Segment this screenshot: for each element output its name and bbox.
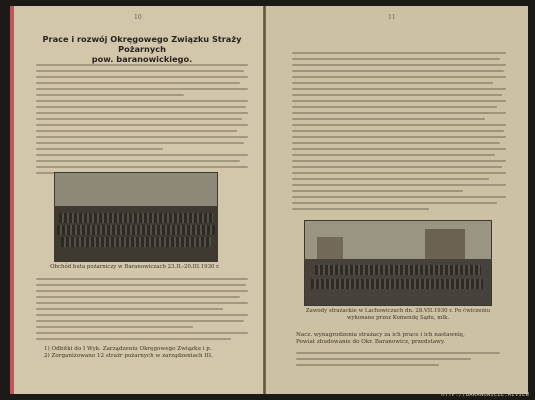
left-text-block-1: [36, 64, 248, 178]
right-text-block-1: [292, 52, 506, 214]
right-photo-caption: Zawody strażackie w Lachowiczach dn. 28.VII.1930 r. Po ćwiczeniu wykonane przez Komendę Sądu, mlk.: [305, 308, 491, 321]
left-bottom-line-2: 2) Zorganizowano 12 strażr pożarnych w zarządzeniach III.: [44, 353, 213, 359]
left-text-block-2: [36, 278, 248, 344]
left-page: [10, 6, 263, 394]
article-heading: [32, 34, 252, 64]
fire-brigade-parade-photo: [54, 172, 218, 262]
article-heading-line1: Prace i rozwój Okręgowego Związku Straży Pożarnych: [42, 34, 242, 54]
left-bottom-line-1: 1) Odbitki do I Wyk. Zarządzeniu Okręgowego Związku i p.: [44, 346, 212, 352]
watermark: HTTP://BARANOWICZE.REVIEW: [441, 392, 529, 398]
right-bottom-line-1: Nacz. wynagrodzenia strażacy za ich prace i ich nastawnię,: [296, 332, 465, 338]
left-photo-caption: Obchód buta pożarniczy w Baranowiczach 23.II.-20.III.1930 r.: [50, 264, 220, 270]
right-page-number: 11: [388, 14, 396, 21]
fire-brigade-competition-photo: [304, 220, 492, 306]
left-page-number: 10: [134, 14, 142, 21]
right-page: [266, 6, 528, 394]
left-bottom-lines: [44, 346, 244, 360]
right-bottom-line-2: Powiat zbudowanie do Okr. Baranowicz, przedstawy.: [296, 339, 446, 345]
right-bottom-lines: [296, 332, 506, 346]
right-text-block-2: [296, 352, 500, 370]
book-spread: [10, 6, 530, 398]
article-heading-line2: pow. baranowickiego.: [91, 54, 193, 64]
